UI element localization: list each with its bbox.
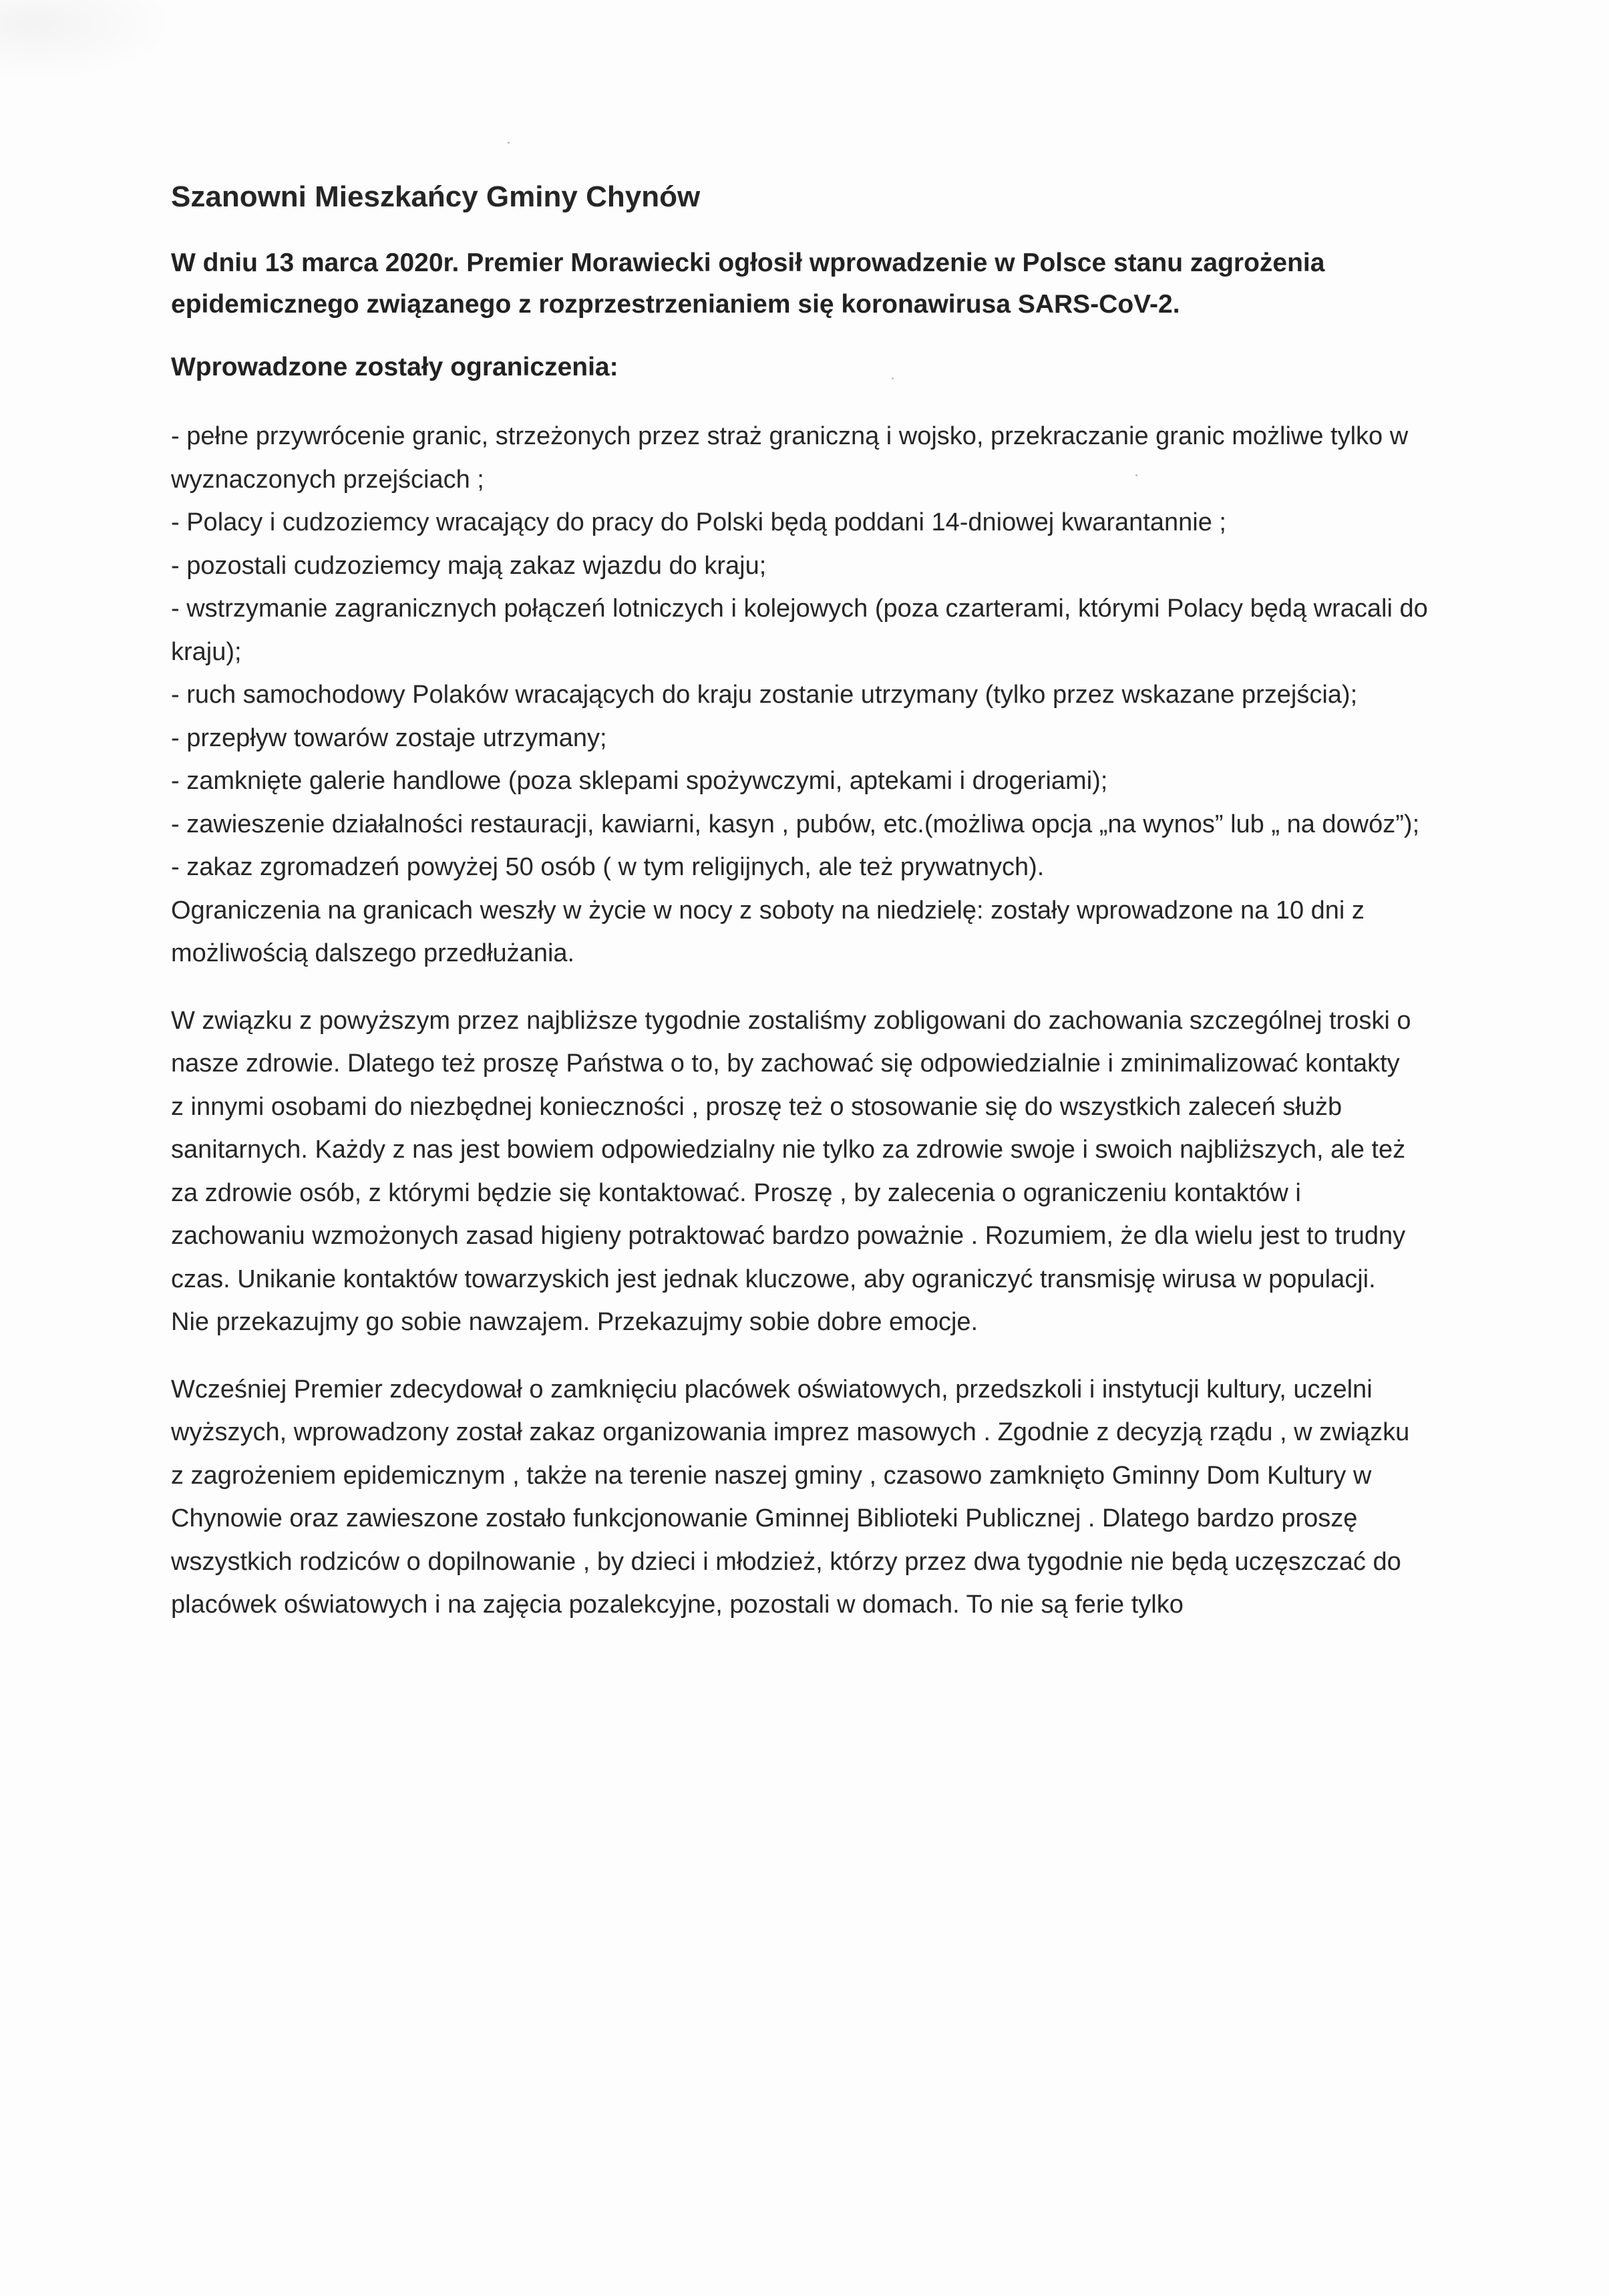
restriction-item: - zawieszenie działalności restauracji, kawiarni, kasyn , pubów, etc.(możliwa opcja „na wynos” lub „ na dowóz”);: [171, 810, 1420, 838]
restriction-item: - wstrzymanie zagranicznych połączeń lotniczych i kolejowych (poza czarterami, którymi Polacy będą wracali do kraju);: [171, 595, 1428, 666]
restrictions-list: [171, 415, 1440, 889]
restriction-item: - Polacy i cudzoziemcy wracający do pracy do Polski będą poddani 14-dniowej kwarantannie ;: [171, 508, 1226, 536]
paragraph-closures: Wcześniej Premier zdecydował o zamknięciu placówek oświatowych, przedszkoli i instytucji kultury, uczelni wyższych, wprowadzony został zakaz organizowania imprez masowych . Zgodnie z decyzją rządu , w związku z zagrożeniem epidemicznym , także na terenie naszej gminy , czasowo zamknięto Gminny Dom Kultury w Chynowie oraz zawieszone zostało funkcjonowanie Gminnej Biblioteki Publicznej . Dlatego bardzo proszę wszystkich rodziców o dopilnowanie , by dzieci i młodzież, którzy przez dwa tygodnie nie będą uczęszczać do placówek oświatowych i na zajęcia pozalekcyjne, pozostali w domach. To nie są ferie tylko: [171, 1375, 1410, 1619]
scan-speck: [508, 142, 510, 144]
letter-body: [171, 177, 1440, 1651]
border-restrictions-note: Ograniczenia na granicach weszły w życie w nocy z soboty na niedzielę: zostały wprowadzone na 10 dni z możliwością dalszego przedłużania.: [171, 896, 1365, 967]
paragraph-health-appeal: W związku z powyższym przez najbliższe tygodnie zostaliśmy zobligowani do zachowania szczególnej troski o nasze zdrowie. Dlatego też proszę Państwa o to, by zachować się odpowiedzialnie i zminimalizować kontakty z innymi osobami do niezbędnej konieczności , proszę też o stosowanie się do wszystkich zaleceń służb sanitarnych. Każdy z nas jest bowiem odpowiedzialny nie tylko za zdrowie swoje i swoich najbliższych, ale też za zdrowie osób, z którymi będzie się kontaktować. Proszę , by zalecenia o ograniczeniu kontaktów i zachowaniu wzmożonych zasad higieny potraktować bardzo poważnie . Rozumiem, że dla wielu jest to trudny czas. Unikanie kontaktów towarzyskich jest jednak kluczowe, aby ograniczyć transmisję wirusa w populacji. Nie przekazujmy go sobie nawzajem. Przekazujmy sobie dobre emocje.: [171, 1006, 1411, 1336]
restriction-item: - pozostali cudzoziemcy mają zakaz wjazdu do kraju;: [171, 551, 767, 580]
restriction-item: - zakaz zgromadzeń powyżej 50 osób ( w tym religijnych, ale też prywatnych).: [171, 853, 1045, 881]
scan-smudge: [0, 0, 174, 80]
letter-title: Szanowni Mieszkańcy Gminy Chynów: [171, 180, 701, 213]
restriction-item: - pełne przywrócenie granic, strzeżonych przez straż graniczną i wojsko, przekraczanie granic możliwe tylko w wyznaczonych przejściach ;: [171, 422, 1409, 494]
restriction-item: - ruch samochodowy Polaków wracających do kraju zostanie utrzymany (tylko przez wskazane przejścia);: [171, 681, 1358, 709]
restriction-item: - przepływ towarów zostaje utrzymany;: [171, 723, 607, 752]
restriction-item: - zamknięte galerie handlowe (poza sklepami spożywczymi, aptekami i drogeriami);: [171, 767, 1108, 795]
restrictions-heading: Wprowadzone zostały ograniczenia:: [171, 353, 618, 381]
intro-announcement: W dniu 13 marca 2020r. Premier Morawiecki ogłosił wprowadzenie w Polsce stanu zagrożenia epidemicznego związanego z rozprzestrzenianiem się koronawirusa SARS-CoV-2.: [171, 249, 1325, 319]
